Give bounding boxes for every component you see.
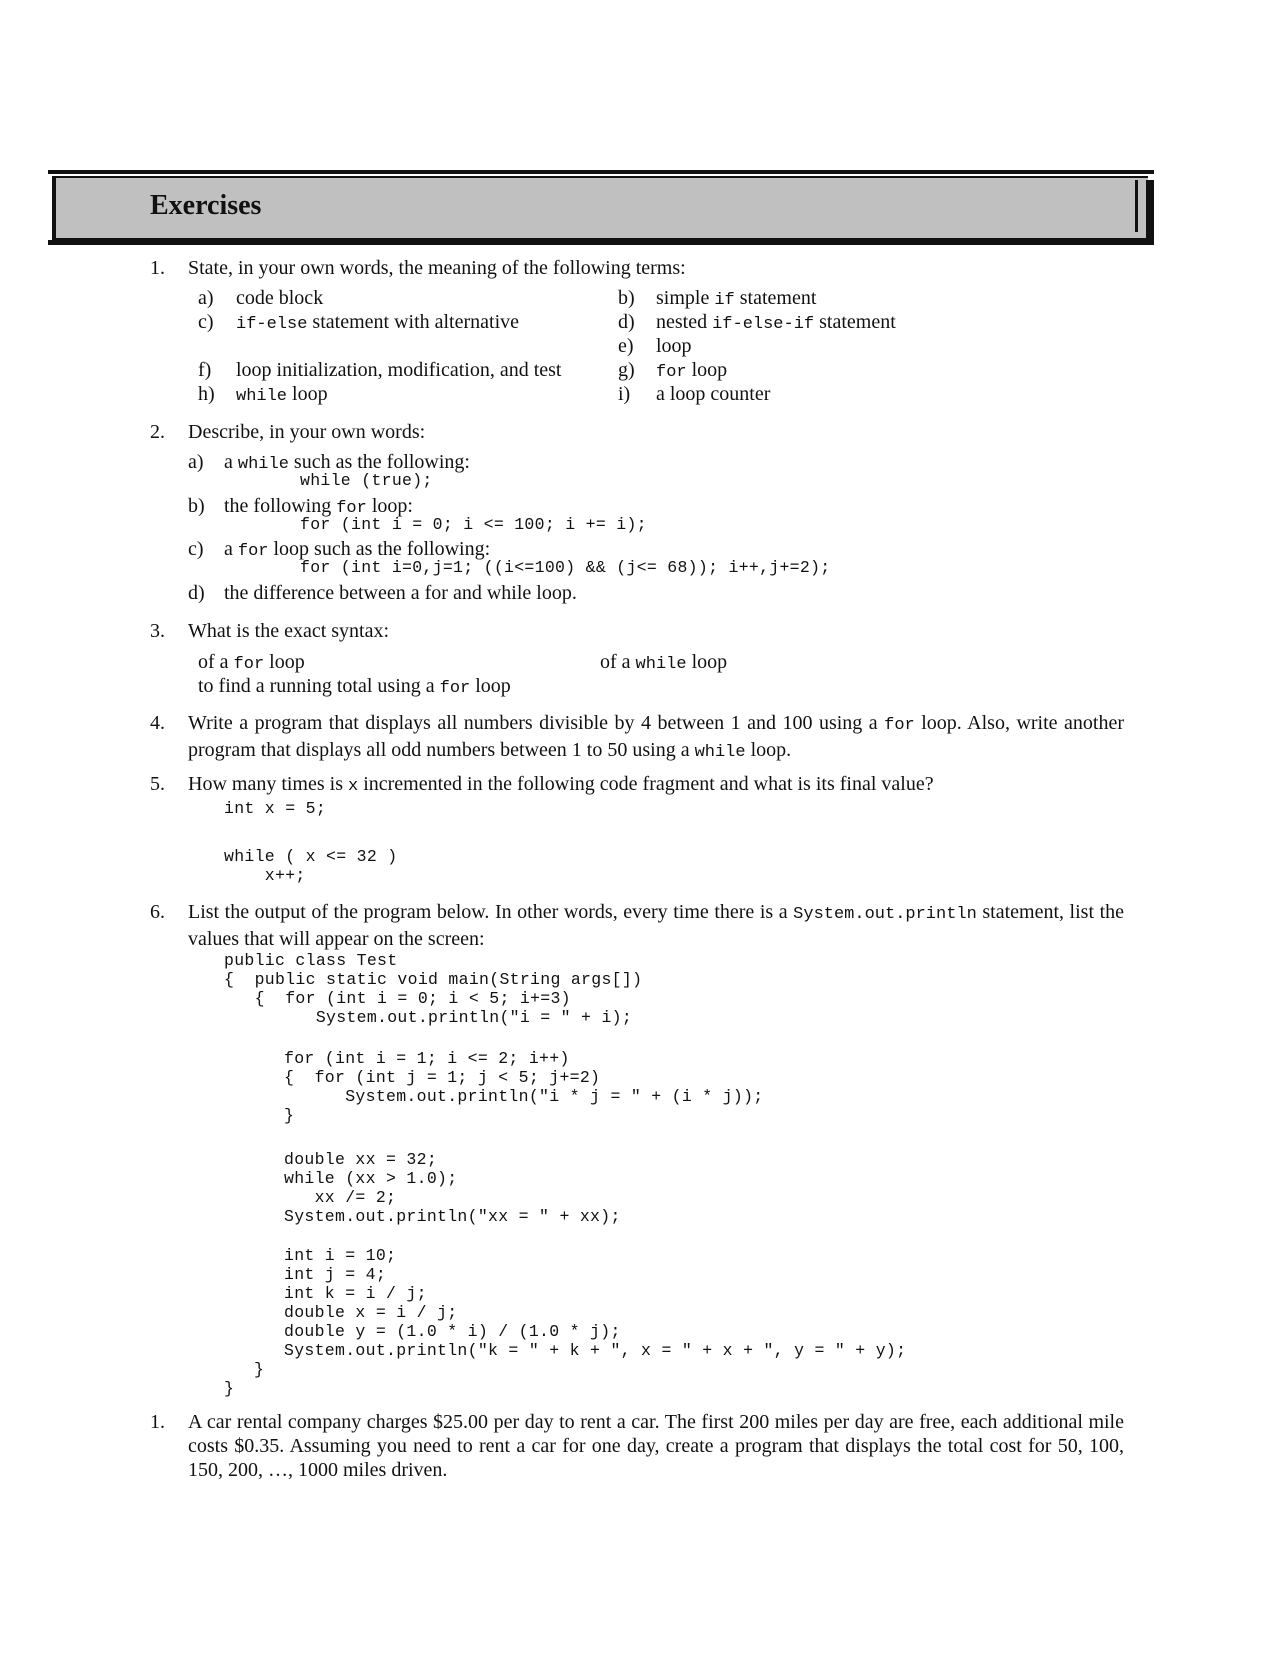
q1-prompt: State, in your own words, the meaning of the following terms: — [188, 257, 686, 279]
q1-e-text: loop — [656, 335, 692, 357]
q2-b-letter: b) — [188, 495, 205, 517]
q2-a-pre: a — [224, 451, 238, 473]
q3-l1-post: loop — [264, 651, 305, 673]
q1-h-code: while — [236, 387, 288, 406]
q3-l3-post: loop — [470, 675, 511, 697]
q1-g-item — [656, 358, 727, 385]
q1-c-post: statement with alternative — [307, 311, 520, 333]
q3-l1-pre: of a — [198, 651, 234, 673]
q6-code-division: int i = 10; int j = 4; int k = i / j; double x = i / j; double y = (1.0 * i) / (1.0 * j); System.out.println("k = " + k + ", x = " + x + ", y = " + y); — [284, 1246, 907, 1360]
q2-b-source: for (int i = 0; i <= 100; i += i); — [300, 515, 647, 534]
q5-code-loop: while ( x <= 32 ) x++; — [224, 847, 398, 885]
q1-d-post: statement — [814, 311, 896, 333]
q1-number: 1. — [150, 257, 165, 279]
q1-d-item — [656, 310, 896, 337]
q1-b-item — [656, 286, 816, 313]
q5-text — [188, 772, 934, 799]
q2-d-letter: d) — [188, 582, 205, 604]
q5-code-init: int x = 5; — [224, 799, 327, 818]
q1-e-letter: e) — [618, 335, 634, 357]
q1-a-text: code block — [236, 287, 324, 309]
q6-code-nested-loop: for (int i = 1; i <= 2; i++) { for (int j = 1; j < 5; j+=2) System.out.println("i * j = " + (i * j)); } — [284, 1049, 764, 1125]
q1-d-pre: nested — [656, 311, 713, 333]
q7-number: 1. — [150, 1411, 165, 1433]
q3-l3-pre: to find a running total using a — [198, 675, 440, 697]
q1-i-letter: i) — [618, 383, 631, 405]
q2-b-code: for — [336, 499, 367, 518]
q1-b-code: if — [714, 291, 735, 310]
q1-c-code: if-else — [236, 315, 308, 334]
q3-item-running-total — [198, 674, 511, 701]
q1-h-letter: h) — [198, 383, 215, 405]
q1-c-letter: c) — [198, 311, 214, 333]
q5-number: 5. — [150, 773, 165, 795]
q5-t2: incremented in the following code fragment and what is its final value? — [358, 773, 934, 795]
q6-code-header: public class Test { public static void main(String args[]) { for (int i = 0; i < 5; i+=3) System.out.println("i = " + i); — [224, 951, 643, 1027]
q1-g-letter: g) — [618, 359, 635, 381]
q6-code-close-method: } — [254, 1360, 265, 1379]
q2-number: 2. — [150, 421, 165, 443]
q1-f-letter: f) — [198, 359, 212, 381]
q4-number: 4. — [150, 712, 165, 734]
q6-number: 6. — [150, 901, 165, 923]
q6-code-while: double xx = 32; while (xx > 1.0); xx /= 2; System.out.println("xx = " + xx); — [284, 1150, 621, 1226]
q4-c1: for — [884, 716, 915, 735]
q1-h-item — [236, 382, 328, 409]
q1-d-letter: d) — [618, 311, 635, 333]
q1-g-post: loop — [686, 359, 728, 381]
q4-t1: Write a program that displays all numbers divisible by 4 between 1 and 100 using a — [188, 712, 885, 734]
q6-c1: System.out.println — [793, 905, 977, 924]
q1-d-code: if-else-if — [712, 315, 815, 334]
q2-b-pre: the following — [224, 495, 337, 517]
q1-f-text: loop initialization, modification, and test — [236, 359, 562, 381]
q4-t2: loop. Also, write another program that displays all odd numbers between 1 to 50 using a — [188, 712, 1124, 761]
q6-text — [188, 900, 1124, 951]
q4-c2: while — [694, 743, 746, 762]
banner-bottom-rule — [48, 240, 1154, 245]
q4-t3: loop. — [745, 739, 792, 761]
q1-h-post: loop — [287, 383, 328, 405]
q2-d-text: the difference between a for and while loop. — [224, 582, 577, 604]
q2-b-post: loop: — [366, 495, 413, 517]
banner-right-rule — [1146, 180, 1154, 242]
q6-t2: statement, list the values that will appear on the screen: — [188, 901, 1124, 950]
q2-prompt: Describe, in your own words: — [188, 421, 426, 443]
banner-top-rule — [48, 170, 1154, 174]
q1-i-text: a loop counter — [656, 383, 771, 405]
q2-a-letter: a) — [188, 451, 204, 473]
q3-item-while — [600, 650, 727, 677]
q3-number: 3. — [150, 620, 165, 642]
q2-c-source: for (int i=0,j=1; ((i<=100) && (j<= 68)); i++,j+=2); — [300, 558, 831, 577]
q3-l3-code: for — [439, 679, 471, 698]
q2-c-post: loop such as the following: — [268, 538, 491, 560]
q2-a-post: such as the following: — [288, 451, 470, 473]
q2-c-letter: c) — [188, 538, 204, 560]
q3-l1-code: for — [233, 655, 265, 674]
q5-c1: x — [348, 777, 359, 796]
q3-l2-code: while — [635, 655, 687, 674]
q2-c-code: for — [237, 542, 269, 561]
page-title: Exercises — [150, 190, 262, 221]
q1-a-letter: a) — [198, 287, 214, 309]
q6-code-close-class: } — [224, 1379, 235, 1398]
q1-g-code: for — [656, 363, 687, 382]
q2-a-source: while (true); — [300, 471, 433, 490]
q2-a-code: while — [237, 455, 289, 474]
q1-b-post: statement — [734, 287, 817, 309]
banner-right-rule-inner — [1135, 180, 1138, 232]
q3-prompt: What is the exact syntax: — [188, 620, 390, 642]
q2-c-pre: a — [224, 538, 238, 560]
q3-l2-post: loop — [686, 651, 728, 673]
q6-t1: List the output of the program below. In other words, every time there is a — [188, 901, 794, 923]
q7-text: A car rental company charges $25.00 per day to rent a car. The first 200 miles per day are free, each additional mile costs $0.35. Assuming you need to rent a car for one day, create a program that displays the total cost for 50, 100, 150, 200, …, 1000 miles driven. — [188, 1411, 1124, 1481]
q1-b-letter: b) — [618, 287, 635, 309]
q3-l2-pre: of a — [600, 651, 636, 673]
q3-item-for — [198, 650, 305, 677]
q5-t1: How many times is — [188, 773, 348, 795]
q1-c-item — [236, 310, 519, 337]
q4-text — [188, 711, 1124, 765]
q1-b-pre: simple — [656, 287, 715, 309]
